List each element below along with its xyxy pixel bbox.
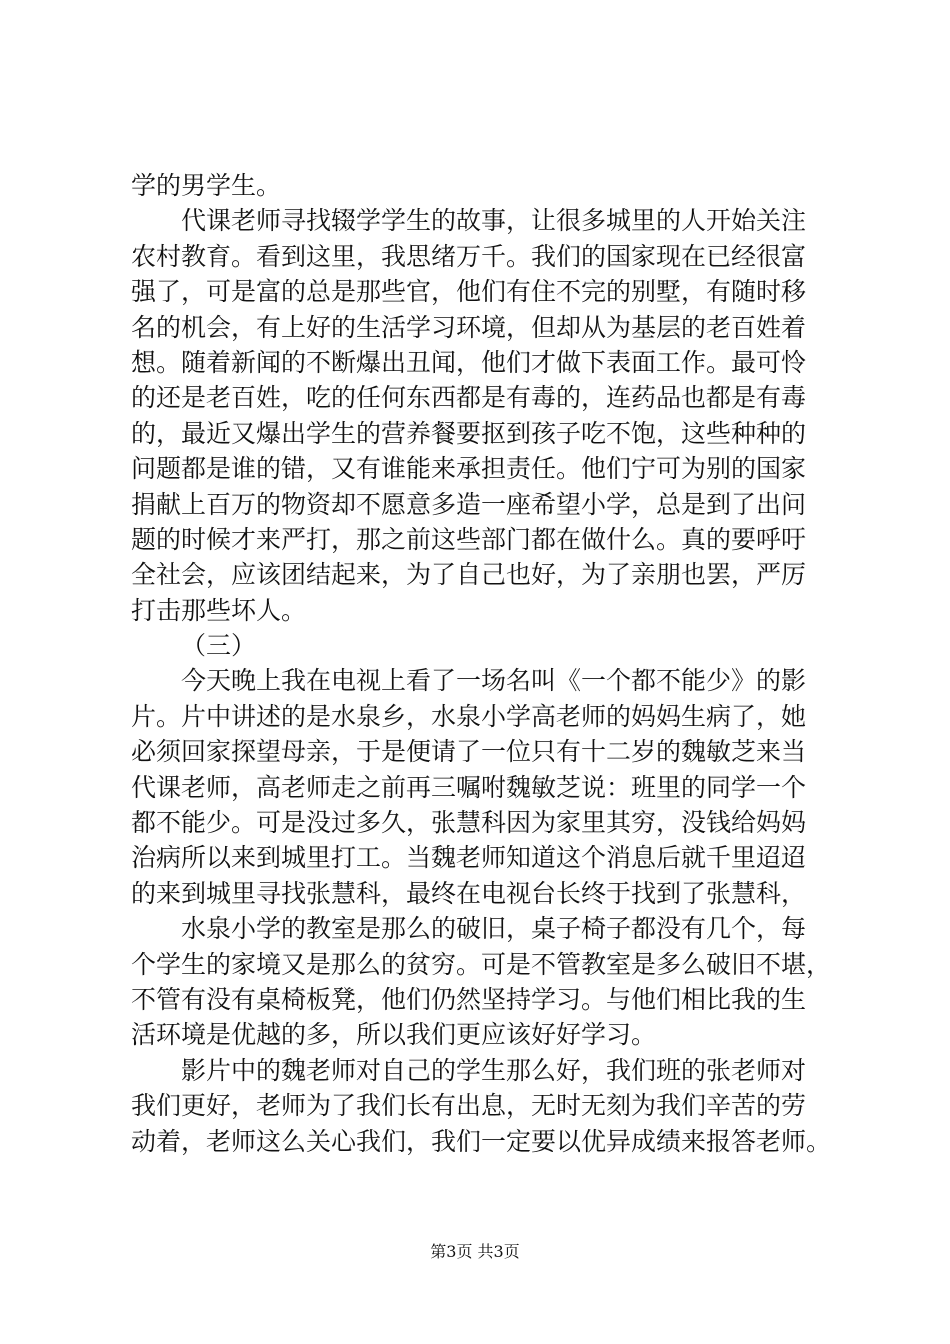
paragraph-start: 影片中的魏老师对自己的学生那么好，我们班的张老师对 <box>181 1055 807 1085</box>
text-line: 的还是老百姓，吃的任何东西都是有毒的，连药品也都是有毒 <box>131 383 807 413</box>
text-line: 片。片中讲述的是水泉乡，水泉小学高老师的妈妈生病了，她 <box>131 701 807 731</box>
text-line: 强了，可是富的总是那些官，他们有住不完的别墅，有随时移 <box>131 277 807 307</box>
text-line: 打击那些坏人。 <box>131 595 307 625</box>
text-line: 的来到城里寻找张慧科，最终在电视台长终于找到了张慧科， <box>131 878 807 908</box>
text-line: 农村教育。看到这里，我思绪万千。我们的国家现在已经很富 <box>131 241 807 271</box>
text-line: 动着，老师这么关心我们，我们一定要以优异成绩来报答老师。 <box>131 1126 832 1156</box>
paragraph-start: 水泉小学的教室是那么的破旧，桌子椅子都没有几个，每 <box>181 914 807 944</box>
text-line: 全社会，应该团结起来，为了自己也好，为了亲朋也罢，严厉 <box>131 560 807 590</box>
text-line: 不管有没有桌椅板凳，他们仍然坚持学习。与他们相比我的生 <box>131 984 807 1014</box>
text-line: 个学生的家境又是那么的贫穷。可是不管教室是多么破旧不堪， <box>131 949 832 979</box>
section-heading: （三） <box>181 631 257 661</box>
paragraph-start: 今天晚上我在电视上看了一场名叫《一个都不能少》的影 <box>181 666 807 696</box>
text-line: 学的男学生。 <box>131 171 282 200</box>
paragraph-start: 代课老师寻找辍学学生的故事，让很多城里的人开始关注 <box>181 206 807 236</box>
text-line: 治病所以来到城里打工。当魏老师知道这个消息后就千里迢迢 <box>131 843 807 873</box>
body-text <box>131 168 841 1159</box>
page-number-footer: 第3页 共3页 <box>430 1242 520 1261</box>
text-line: 必须回家探望母亲，于是便请了一位只有十二岁的魏敏芝来当 <box>131 737 807 767</box>
text-line: 捐献上百万的物资却不愿意多造一座希望小学，总是到了出问 <box>131 489 807 519</box>
text-line: 代课老师，高老师走之前再三嘱咐魏敏芝说：班里的同学一个 <box>131 772 807 802</box>
text-line: 活环境是优越的多，所以我们更应该好好学习。 <box>131 1020 657 1050</box>
text-line: 都不能少。可是没过多久，张慧科因为家里其穷，没钱给妈妈 <box>131 808 807 838</box>
text-line: 想。随着新闻的不断爆出丑闻，他们才做下表面工作。最可怜 <box>131 347 807 377</box>
text-line: 我们更好，老师为了我们长有出息，无时无刻为我们辛苦的劳 <box>131 1091 807 1121</box>
text-line: 问题都是谁的错，又有谁能来承担责任。他们宁可为别的国家 <box>131 454 807 484</box>
text-line: 的，最近又爆出学生的营养餐要抠到孩子吃不饱，这些种种的 <box>131 418 807 448</box>
text-line: 名的机会，有上好的生活学习环境，但却从为基层的老百姓着 <box>131 312 807 342</box>
text-line: 题的时候才来严打，那之前这些部门都在做什么。真的要呼吁 <box>131 524 807 554</box>
